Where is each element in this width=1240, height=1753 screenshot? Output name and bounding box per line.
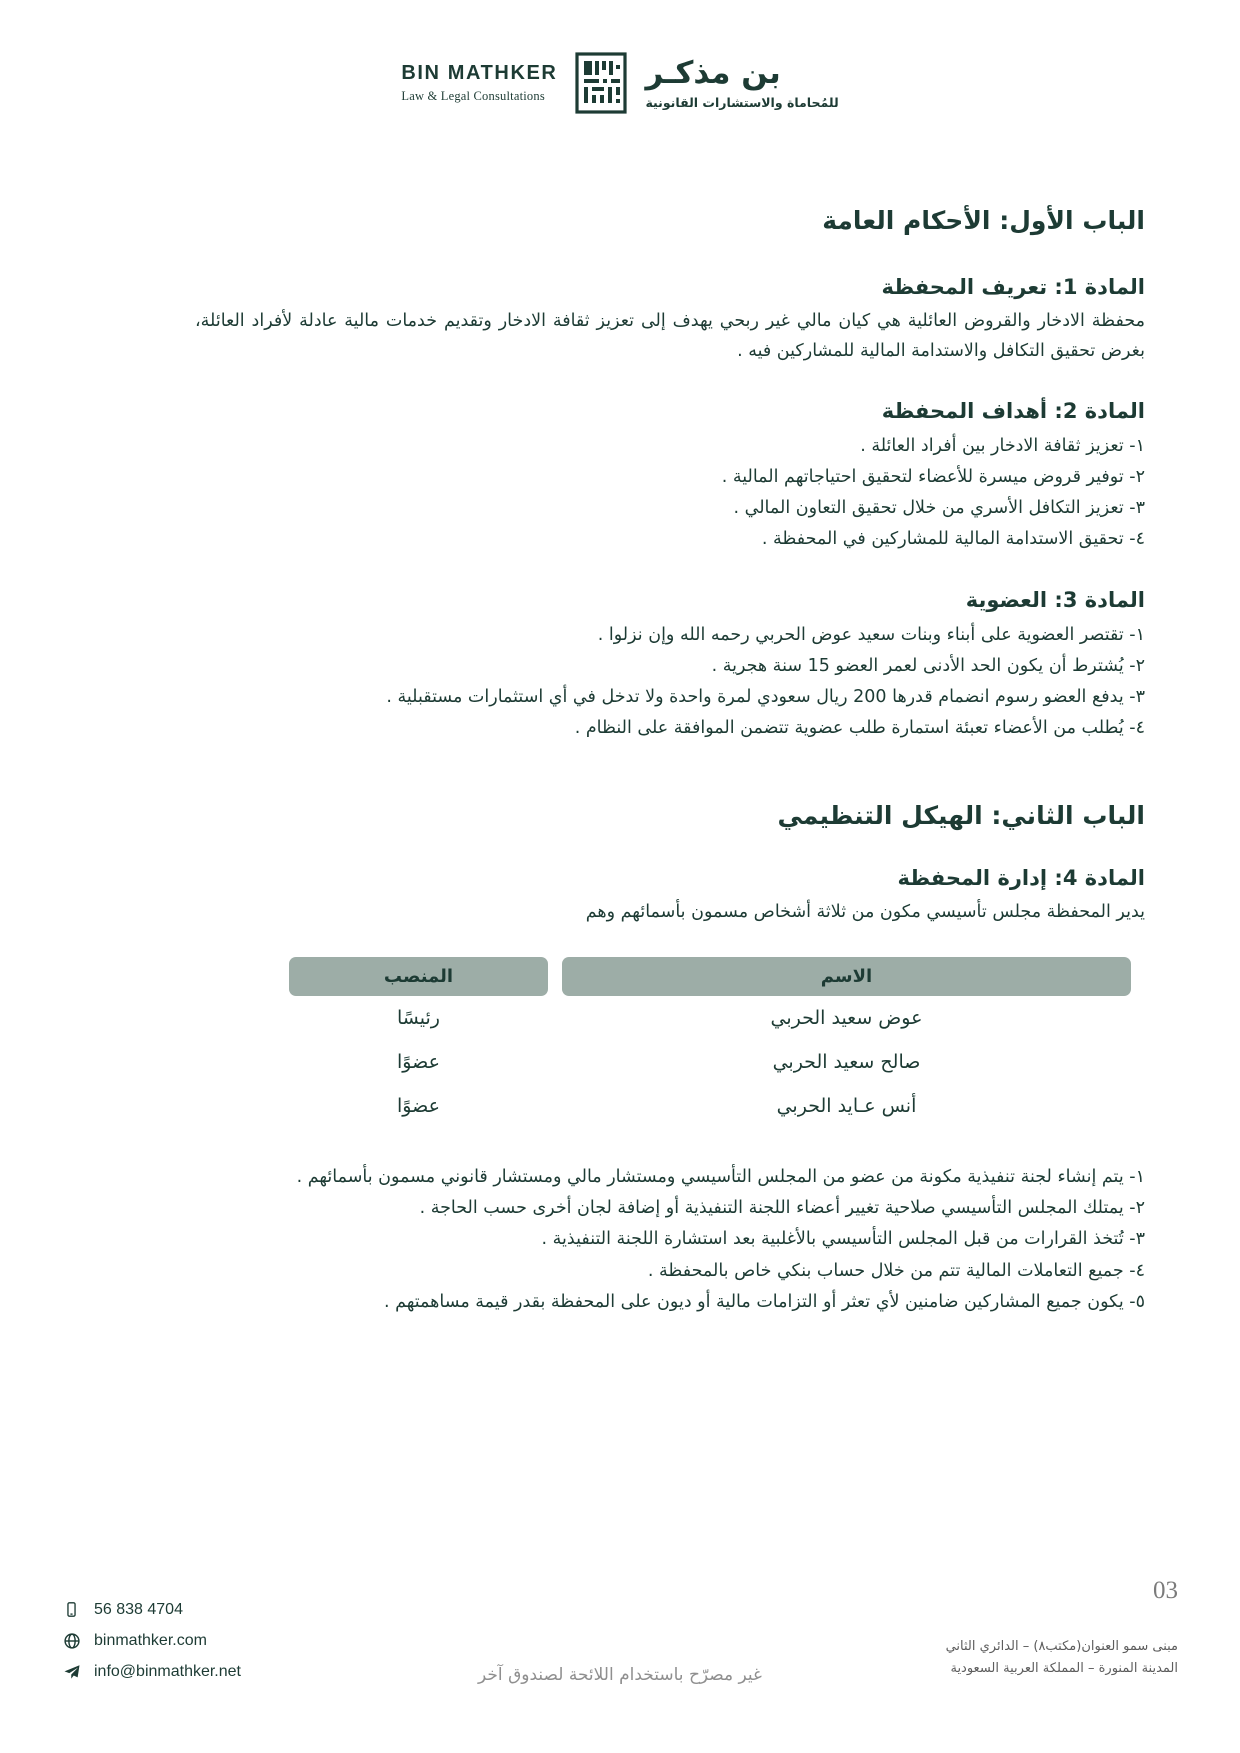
document-body — [195, 205, 1145, 1318]
table-row — [289, 996, 1131, 1040]
brand-logo-lockup — [401, 52, 838, 114]
contact-website-value: binmathker.com — [94, 1631, 207, 1649]
article-4-title: المادة 4: إدارة المحفظة — [897, 865, 1145, 890]
footer-address-line-1: مبنى سمو العنوان(مكتب٨) – الدائري الثاني — [945, 1638, 1178, 1654]
list-item: ١- يتم إنشاء لجنة تنفيذية مكونة من عضو من المجلس التأسيسي ومستشار مالي ومستشار قانوني مسمون بأسمائهم . — [296, 1167, 1145, 1188]
cell-member-name: عوض سعيد الحربي — [770, 1007, 923, 1030]
cell-member-name: أنس عـايد الحربي — [776, 1095, 917, 1118]
article-1 — [195, 272, 1145, 367]
article-2-list — [195, 431, 1145, 556]
footer-address — [946, 1636, 1178, 1682]
cell-member-position: رئيسًا — [397, 1007, 440, 1030]
article-4 — [195, 863, 1145, 928]
list-item: ٢- يُشترط أن يكون الحد الأدنى لعمر العضو 15 سنة هجرية . — [711, 655, 1145, 676]
list-item: ٤- يُطلب من الأعضاء تعبئة استمارة طلب عضوية تتضمن الموافقة على النظام . — [574, 717, 1145, 738]
article-3 — [195, 585, 1145, 744]
list-item: ١- تقتصر العضوية على أبناء وبنات سعيد عوض الحربي رحمه الله وإن نزلوا . — [597, 624, 1145, 645]
footer-address-line-2: المدينة المنورة – المملكة العربية السعودية — [950, 1661, 1178, 1677]
table-row — [289, 1040, 1131, 1084]
list-item: ٢- توفير قروض ميسرة للأعضاء لتحقيق احتياجاتهم المالية . — [721, 466, 1145, 487]
contact-email-value: info@binmathker.net — [94, 1662, 241, 1680]
footer-disclaimer: غير مصرّح باستخدام اللائحة لصندوق آخر — [478, 1665, 762, 1685]
table-header-row — [289, 957, 1131, 996]
contact-phone[interactable] — [62, 1600, 241, 1619]
kufic-monogram-icon — [575, 52, 627, 114]
list-item: ٥- يكون جميع المشاركين ضامنين لأي تعثر أو التزامات مالية أو ديون على المحفظة بقدر قيمة مساهمتهم . — [383, 1291, 1145, 1312]
list-item: ٣- تُتخذ القرارات من قبل المجلس التأسيسي بالأغلبية بعد استشارة اللجنة التنفيذية . — [541, 1229, 1145, 1250]
cell-member-position: عضوًا — [397, 1095, 440, 1118]
contact-phone-value: 56 838 4704 — [94, 1600, 183, 1618]
column-header-name: الاسم — [562, 957, 1131, 996]
article-4-provisions-list — [195, 1162, 1145, 1318]
chapter-title-1: الباب الأول: الأحكام العامة — [822, 206, 1145, 235]
cell-member-position: عضوًا — [397, 1051, 440, 1074]
article-2 — [195, 396, 1145, 555]
brand-arabic-name: بن مذكـر — [645, 55, 781, 92]
list-item: ٤- جميع التعاملات المالية تتم من خلال حساب بنكي خاص بالمحفظة . — [647, 1260, 1145, 1281]
brand-arabic-wordmark — [645, 56, 838, 110]
article-3-list — [195, 620, 1145, 745]
contact-website[interactable] — [62, 1631, 241, 1650]
brand-english-wordmark — [401, 62, 557, 103]
article-4-body: يدير المحفظة مجلس تأسيسي مكون من ثلاثة أشخاص مسمون بأسمائهم وهم — [585, 902, 1145, 923]
page-number: 03 — [1153, 1577, 1178, 1604]
list-item: ١- تعزيز ثقافة الادخار بين أفراد العائلة . — [860, 435, 1145, 456]
column-header-position: المنصب — [289, 957, 548, 996]
article-1-title: المادة 1: تعريف المحفظة — [881, 274, 1145, 299]
globe-icon — [62, 1631, 81, 1650]
list-item: ٢- يمتلك المجلس التأسيسي صلاحية تغيير أعضاء اللجنة التنفيذية أو إضافة لجان أخرى حسب الحاجة . — [419, 1198, 1145, 1219]
list-item: ٣- يدفع العضو رسوم انضمام قدرها 200 ريال سعودي لمرة واحدة ولا تدخل في أي استثمارات مستقبلية . — [386, 686, 1145, 707]
article-2-title: المادة 2: أهداف المحفظة — [881, 399, 1145, 424]
article-3-title: المادة 3: العضوية — [965, 588, 1145, 613]
brand-arabic-tagline: للمُحاماة والاستشارات القانونية — [645, 95, 839, 111]
brand-english-tagline: Law & Legal Consultations — [401, 89, 545, 104]
cell-member-name: صالح سعيد الحربي — [772, 1051, 921, 1074]
chapter-title-2: الباب الثاني: الهيكل التنظيمي — [777, 801, 1145, 831]
board-members-table — [275, 957, 1145, 1128]
brand-english-name: BIN MATHKER — [401, 62, 558, 85]
article-1-body: محفظة الادخار والقروض العائلية هي كيان مالي غير ربحي يهدف إلى تعزيز ثقافة الادخار وتقديم خدمات مالية عادلة لأفراد العائلة، بغرض تحقيق التكافل والاستدامة المالية للمشاركين فيه . — [195, 310, 1145, 362]
list-item: ٣- تعزيز التكافل الأسري من خلال تحقيق التعاون المالي . — [733, 497, 1145, 518]
document-footer — [0, 1523, 1240, 1753]
list-item: ٤- تحقيق الاستدامة المالية للمشاركين في المحفظة . — [761, 528, 1145, 549]
table-row — [289, 1084, 1131, 1128]
document-header — [0, 52, 1240, 114]
phone-icon — [62, 1600, 81, 1619]
